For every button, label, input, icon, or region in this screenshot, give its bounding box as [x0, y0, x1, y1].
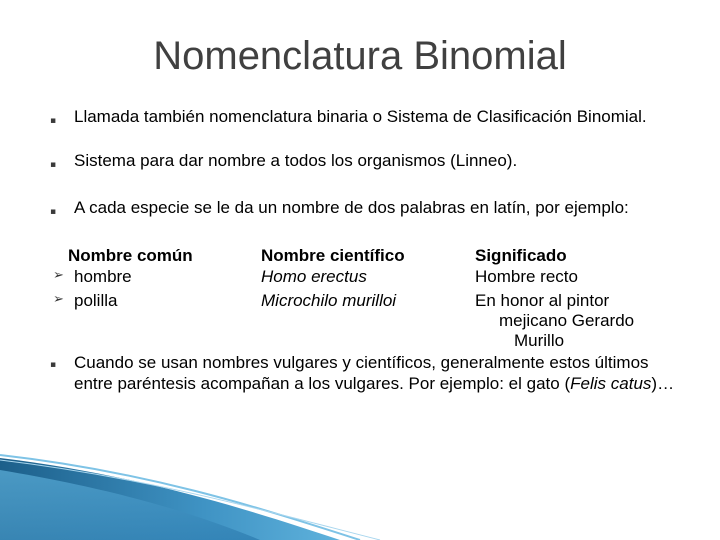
meaning-cell-line: En honor al pintor — [475, 291, 610, 310]
scientific-name-cell: Microchilo murilloi — [261, 291, 397, 310]
decorative-swoosh — [0, 430, 720, 540]
arrow-bullet-icon: ➢ — [53, 292, 64, 307]
square-bullet-icon: ▪ — [50, 207, 57, 217]
meaning-cell-line: mejicano Gerardo — [499, 311, 635, 330]
meaning-column — [475, 245, 634, 351]
scientific-name-column — [261, 245, 405, 311]
header-scientific-name: Nombre científico — [261, 246, 405, 265]
bullet-text: A cada especie se le da un nombre de dos palabras en latín, por ejemplo: — [74, 198, 629, 217]
bullet-text-example — [74, 352, 689, 394]
common-name-column — [68, 245, 193, 311]
bullet-text: Llamada también nomenclatura binaria o Sistema de Clasificación Binomial. — [74, 107, 647, 126]
meaning-cell-line: Murillo — [514, 331, 565, 350]
italic-genus: Felis — [570, 374, 607, 393]
meaning-cell: Hombre recto — [475, 267, 578, 286]
header-meaning: Significado — [475, 246, 567, 265]
bullet-text: Sistema para dar nombre a todos los organismos (Linneo). — [74, 151, 518, 170]
scientific-name-cell: Homo erectus — [261, 267, 367, 286]
bullet-text-end: )… — [651, 374, 675, 393]
bullet-text-plain: Cuando se usan nombres vulgares y científicos, generalmente estos últimos entre paréntesis acompañan a los vulgares. Por ejemplo: el gato ( — [74, 353, 649, 393]
arrow-bullet-icon: ➢ — [53, 268, 64, 283]
common-name-cell: hombre — [74, 267, 132, 286]
header-common-name: Nombre común — [68, 246, 193, 265]
square-bullet-icon: ▪ — [50, 360, 57, 370]
slide-title: Nomenclatura Binomial — [153, 34, 567, 78]
square-bullet-icon: ▪ — [50, 116, 57, 126]
square-bullet-icon: ▪ — [50, 160, 57, 170]
italic-species: catus — [610, 374, 652, 393]
common-name-cell: polilla — [74, 291, 118, 310]
